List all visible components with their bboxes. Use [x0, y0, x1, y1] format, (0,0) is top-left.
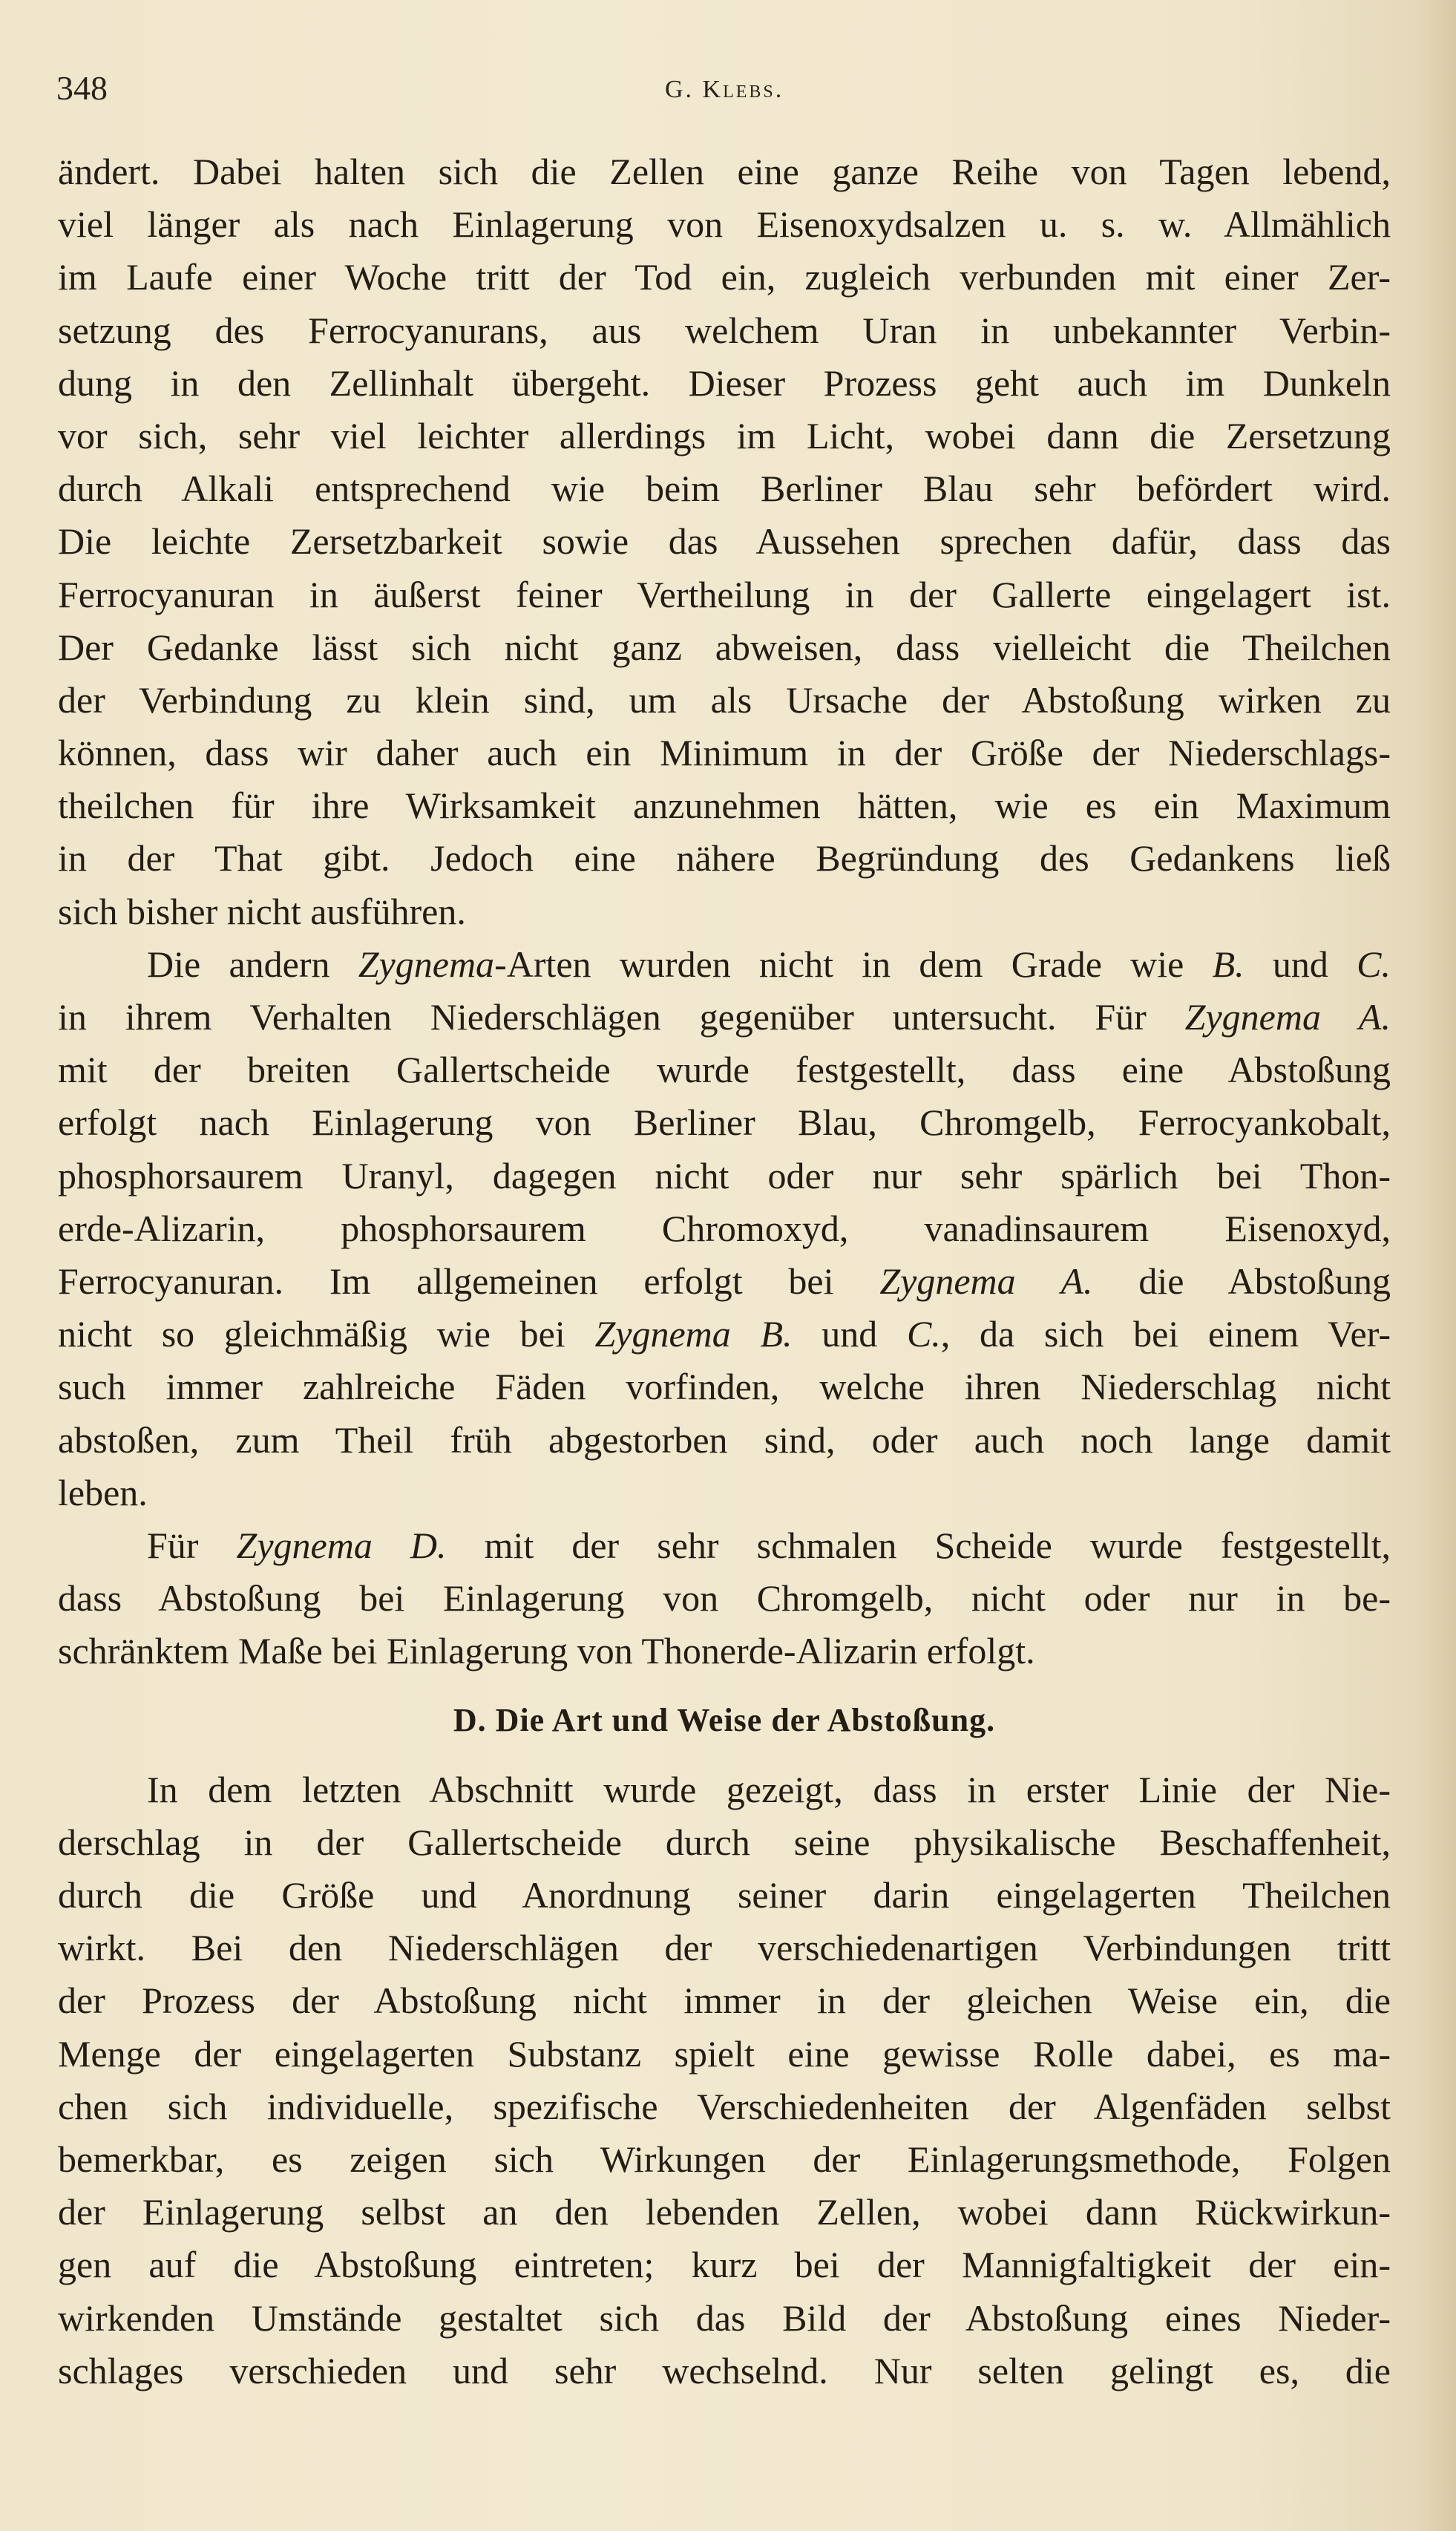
text-line: durch die Größe und Anordnung seiner darin eingelagerten Theilchen: [58, 1874, 1391, 1916]
body-text: [58, 145, 1391, 2397]
italic-run: C.: [1357, 943, 1391, 985]
text-line: wirkt. Bei den Niederschlägen der verschiedenartigen Verbindungen tritt: [58, 1927, 1391, 1969]
text-line: erde-Alizarin, phosphorsaurem Chromoxyd, vanadinsaurem Eisenoxyd,: [58, 1207, 1391, 1249]
text-run: Ferrocyanuran. Im allgemeinen erfolgt bei: [58, 1260, 880, 1302]
text-line: vor sich, sehr viel leichter allerdings im Licht, wobei dann die Zersetzung: [58, 414, 1391, 456]
section-heading: D. Die Art und Weise der Abstoßung.: [453, 1702, 996, 1739]
text-run: und: [792, 1313, 907, 1355]
text-line: schränktem Maße bei Einlagerung von Thonerde-Alizarin erfolgt.: [58, 1630, 1035, 1672]
italic-run: Zygnema A.: [879, 1260, 1093, 1302]
text-line: schlages verschieden und sehr wechselnd. Nur selten gelingt es, die: [58, 2349, 1391, 2391]
italic-run: Zygnema D.: [236, 1524, 447, 1566]
text-run: mit der sehr schmalen Scheide wurde festgestellt,: [446, 1524, 1391, 1566]
italic-run: Zygnema: [358, 943, 495, 985]
text-line: derschlag in der Gallertscheide durch seine physikalische Beschaffenheit,: [58, 1821, 1391, 1863]
text-line: in der That gibt. Jedoch eine nähere Begründung des Gedankens ließ: [58, 837, 1391, 880]
text-line: im Laufe einer Woche tritt der Tod ein, zugleich verbunden mit einer Zer-: [58, 256, 1391, 298]
text-line: können, dass wir daher auch ein Minimum in der Größe der Niederschlags-: [58, 732, 1391, 774]
text-line: bemerkbar, es zeigen sich Wirkungen der Einlagerungsmethode, Folgen: [58, 2138, 1391, 2180]
text-line: [58, 1519, 1391, 1572]
text-line: durch Alkali entsprechend wie beim Berliner Blau sehr befördert wird.: [58, 468, 1391, 510]
text-line: chen sich individuelle, spezifische Verschiedenheiten der Algenfäden selbst: [58, 2085, 1391, 2127]
text-line: setzung des Ferrocyanurans, aus welchem Uran in unbekannter Verbin-: [58, 309, 1391, 351]
text-line: sich bisher nicht ausführen.: [58, 890, 466, 932]
text-line: [58, 991, 1391, 1044]
text-run: -Arten wurden nicht in dem Grade wie: [494, 943, 1213, 985]
text-line: phosphorsaurem Uranyl, dagegen nicht oder nur sehr spärlich bei Thon-: [58, 1154, 1391, 1196]
text-run: in ihrem Verhalten Niederschlägen gegenüber untersucht. Für: [58, 996, 1185, 1038]
page-header: [56, 68, 1392, 120]
text-line: dass Abstoßung bei Einlagerung von Chromgelb, nicht oder nur in be-: [58, 1577, 1391, 1620]
text-line: Der Gedanke lässt sich nicht ganz abweisen, dass vielleicht die Theilchen: [58, 626, 1391, 668]
text-line: ändert. Dabei halten sich die Zellen eine ganze Reihe von Tagen lebend,: [58, 151, 1391, 192]
text-run: , da sich bei einem Ver-: [940, 1313, 1391, 1355]
text-line: der Verbindung zu klein sind, um als Ursache der Abstoßung wirken zu: [58, 678, 1391, 721]
text-line: der Prozess der Abstoßung nicht immer in der gleichen Weise ein, die: [58, 1980, 1391, 2022]
text-line: der Einlagerung selbst an den lebenden Zellen, wobei dann Rückwirkun-: [58, 2191, 1391, 2233]
text-line: mit der breiten Gallertscheide wurde festgestellt, dass eine Abstoßung: [58, 1049, 1391, 1091]
italic-run: Zygnema B.: [594, 1313, 793, 1355]
text-line: such immer zahlreiche Fäden vorfinden, welche ihren Niederschlag nicht: [58, 1366, 1391, 1408]
text-run: Die andern: [147, 943, 358, 985]
text-line: [58, 1255, 1391, 1308]
text-line: [58, 938, 1391, 991]
text-line: wirkenden Umstände gestaltet sich das Bild der Abstoßung eines Nieder-: [58, 2296, 1391, 2339]
italic-run: B.: [1212, 943, 1245, 985]
text-run: nicht so gleichmäßig wie bei: [58, 1313, 595, 1355]
text-line: Die leichte Zersetzbarkeit sowie das Aussehen sprechen dafür, dass das: [58, 520, 1391, 563]
text-line: viel länger als nach Einlagerung von Eisenoxydsalzen u. s. w. Allmählich: [58, 203, 1391, 246]
text-line: gen auf die Abstoßung eintreten; kurz bei der Mannigfaltigkeit der ein-: [58, 2244, 1391, 2286]
text-line: In dem letzten Abschnitt wurde gezeigt, dass in erster Linie der Nie-: [147, 1768, 1391, 1810]
running-head: G. Klebs.: [665, 76, 784, 103]
text-run: Für: [147, 1524, 237, 1566]
text-line: leben.: [58, 1471, 148, 1513]
text-line: [58, 1308, 1391, 1361]
text-line: Ferrocyanuran in äußerst feiner Vertheilung in der Gallerte eingelagert ist.: [58, 573, 1391, 615]
italic-run: Zygnema A.: [1184, 996, 1391, 1038]
text-line: erfolgt nach Einlagerung von Berliner Blau, Chromgelb, Ferrocyankobalt,: [58, 1101, 1391, 1144]
italic-run: C.: [906, 1313, 941, 1355]
text-line: abstoßen, zum Theil früh abgestorben sind, oder auch noch lange damit: [58, 1418, 1391, 1461]
text-line: dung in den Zellinhalt übergeht. Dieser Prozess geht auch im Dunkeln: [58, 361, 1391, 404]
text-run: und: [1244, 943, 1357, 985]
text-run: die Abstoßung: [1092, 1260, 1391, 1302]
text-line: theilchen für ihre Wirksamkeit anzunehmen hätten, wie es ein Maximum: [58, 785, 1391, 827]
text-line: Menge der eingelagerten Substanz spielt eine gewisse Rolle dabei, es ma-: [58, 2032, 1391, 2075]
page-number: 348: [56, 69, 108, 107]
